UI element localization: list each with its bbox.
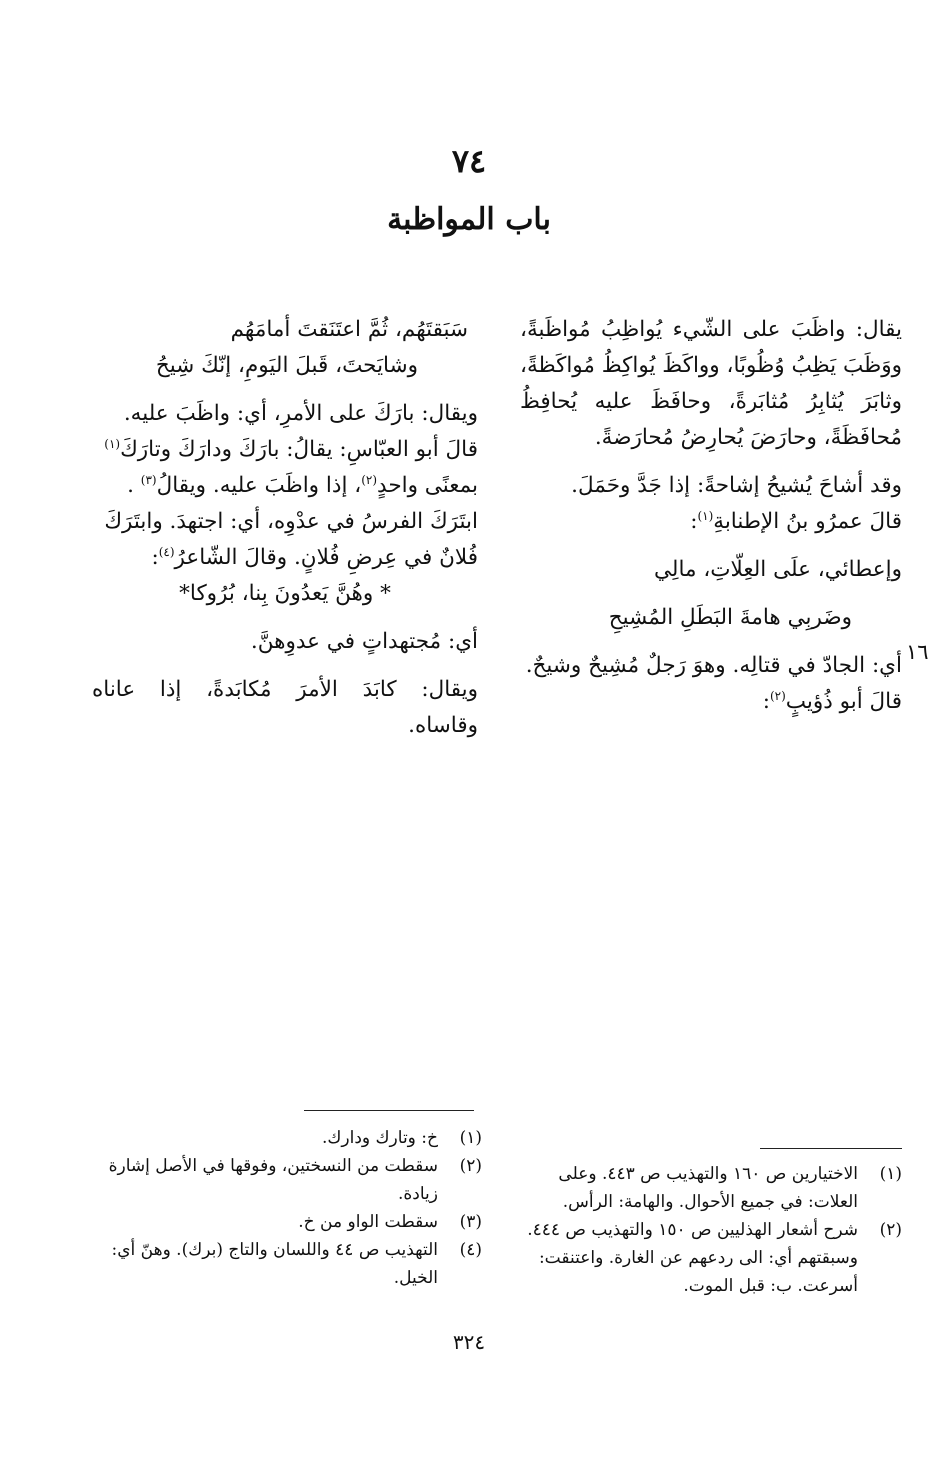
text-segment: قالَ أبو ذُؤيبٍ — [785, 689, 902, 714]
footnote-mark: (٢) — [879, 1220, 902, 1240]
left-column — [92, 312, 478, 744]
text-line: ويقال: بارَكَ على الأمرِ، أي: واظَبَ عليه. — [123, 401, 478, 426]
footnote-text: سقطت الواو من خ. — [298, 1212, 438, 1232]
footnote-text: التهذيب ص ٤٤ واللسان والتاج (برك). وهنّ أي: — [111, 1240, 438, 1260]
text-segment: : — [762, 689, 770, 714]
right-column — [520, 312, 902, 720]
text-line: ووَظَبَ يَظِبُ وُظُوبًا، وواكَظَ يُواكِظُ مُواكَظةً، — [520, 353, 902, 378]
footnotes-left — [92, 1124, 482, 1292]
footnote — [92, 1124, 482, 1152]
footnote-text: أسرعت. ب: قبل الموت. — [683, 1276, 858, 1296]
footnotes-right — [520, 1160, 902, 1300]
text-line: أي: مُجتهداتٍ في عدوِهنَّ. — [250, 629, 478, 654]
text-line: وثابَرَ يُثابِرُ مُثابَرةً، وحافَظَ عليه يُحافِظُ — [520, 389, 902, 414]
footnote-text: خ: وتارك ودارك. — [322, 1128, 438, 1148]
verse-line: * وهُنَّ يَعدُونَ بِنا، بُرُوكا* — [179, 581, 391, 606]
text-line: وقاساه. — [408, 713, 478, 738]
footnote-ref: (٢) — [769, 688, 786, 703]
text-line: مُحافَظَةً، وحارَضَ يُحارِضُ مُحارَضةً. — [594, 425, 902, 450]
text-segment: قالَ أبو العبّاسِ: يقالُ: بارَكَ ودارَكَ وتارَكَ — [120, 437, 478, 462]
text-line: ويقال: كابَدَ الأمرَ مُكابَدةً، إذا عاناه — [92, 677, 478, 702]
text-line: ابتَرَكَ الفرسُ في عدْوِه، أي: اجتهدَ. وابتَرَكَ — [104, 509, 478, 534]
text-line: فُلانٌ في عِرضِ فُلانٍ. وقالَ الشّاعرُ$^{(٤)}$: — [151, 544, 478, 570]
footnote — [92, 1236, 482, 1292]
margin-line-number: ١٦ — [906, 640, 929, 664]
chapter-number: ٧٤ — [451, 142, 487, 180]
footnote-text: سقطت من النسختين، وفوقها في الأصل إشارة — [108, 1156, 438, 1176]
footnote-text: العلات: في جميع الأحوال. والهامة: الرأس. — [562, 1192, 858, 1212]
footnote — [92, 1208, 482, 1236]
page-number: ٣٢٤ — [452, 1330, 486, 1354]
footnote-ref: (١) — [104, 436, 121, 451]
footnote-mark: (١) — [459, 1128, 482, 1148]
verse-line: سَبَقتَهُم، ثُمَّ اعتَنَقتَ أمامَهُم — [230, 317, 468, 342]
text-segment: فُلانٌ في عِرضِ فُلانٍ. وقالَ الشّاعرُ — [174, 545, 478, 570]
text-line — [92, 432, 478, 468]
footnote — [92, 1152, 482, 1208]
text-line — [520, 684, 902, 720]
footnote-mark: (٢) — [459, 1156, 482, 1176]
footnote-ref: (٢) — [361, 472, 378, 487]
text-segment: بمعنًى واحدٍ — [377, 473, 478, 498]
text-segment: ، إذا واظَبَ عليه. ويقالُ — [156, 473, 362, 498]
footnote-text: الخيل. — [393, 1268, 438, 1288]
text-line — [520, 504, 902, 540]
verse-line: وضَربِي هامةَ البَطَلِ المُشِيحِ — [608, 605, 852, 630]
text-segment: قالَ عمرُو بنُ الإطنابةِ — [713, 509, 902, 534]
footnote — [520, 1160, 902, 1216]
footnote-text: وسبقتهم أي: الى ردعهم عن الغارة. واعتنقت: — [538, 1248, 858, 1268]
footnote-mark: (١) — [879, 1164, 902, 1184]
footnote-text: شرح أشعار الهذليين ص ١٥٠ والتهذيب ص ٤٤٤. — [527, 1220, 858, 1240]
verse-line: وشايَحتَ، قَبلَ اليَومِ، إنّكَ شِيحُ — [155, 353, 418, 378]
footnote-ref: (٣) — [140, 472, 157, 487]
text-line: يقال: واظَبَ على الشّيء يُواظِبُ مُواظَبةً، — [520, 317, 902, 342]
text-line: وقد أشاحَ يُشيحُ إشاحةً: إذا جَدَّ وحَمَلَ. — [571, 473, 902, 498]
footnote-rule — [760, 1148, 902, 1149]
text-segment: : — [690, 509, 698, 534]
verse-line: وإعطائي، علَى العِلّاتِ، مالِي — [653, 557, 902, 582]
footnote-text: الاختيارين ص ١٦٠ والتهذيب ص ٤٤٣. وعلى — [558, 1164, 858, 1184]
footnote-ref: (١) — [697, 508, 714, 523]
text-line: بمعنًى واحدٍ$^{(٢)}$، إذا واظَبَ عليه. ويقالُ$^{(٣)}$ . — [127, 472, 478, 498]
footnote-mark: (٤) — [459, 1240, 482, 1260]
chapter-title: باب المواظبة — [387, 202, 551, 237]
footnote-ref: (٤) — [158, 544, 175, 559]
footnote-rule — [304, 1110, 474, 1111]
text-line: أي: الجادّ في قتالِه. وهوَ رَجلٌ مُشِيحٌ وشيحٌ. — [525, 653, 902, 678]
footnote — [520, 1216, 902, 1300]
footnote-mark: (٣) — [459, 1212, 482, 1232]
footnote-text: زيادة. — [397, 1184, 438, 1204]
